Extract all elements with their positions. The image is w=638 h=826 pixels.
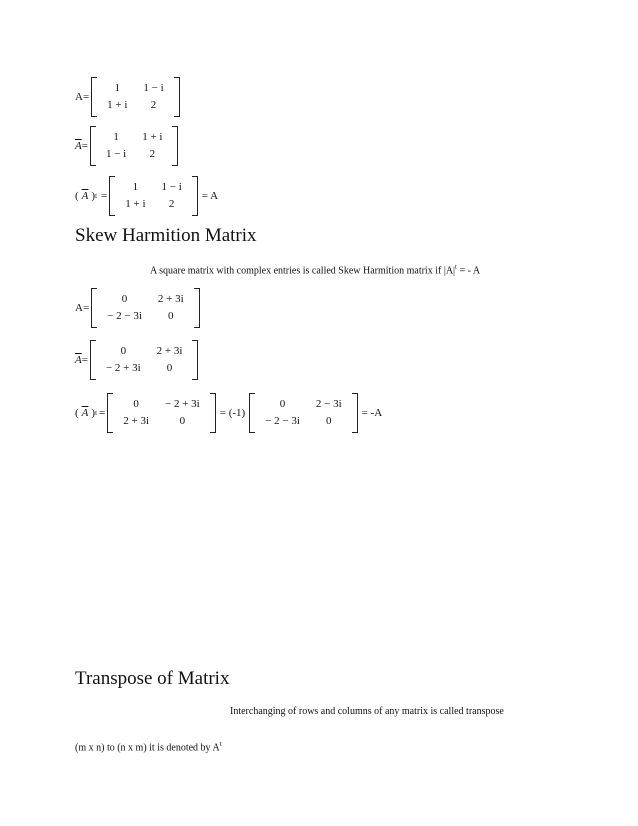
matrix: [91, 288, 199, 328]
matrix-cell: 2 + 3i: [157, 293, 184, 305]
matrix-cell: 0: [166, 362, 173, 374]
matrix-cell: 0: [326, 415, 332, 427]
eq-lhs-eq: =: [99, 407, 106, 419]
matrix-cell: − 2 + 3i: [165, 398, 200, 410]
matrix-cell: 0: [121, 293, 128, 305]
matrix-cell: 0: [120, 345, 127, 357]
matrix-cell: 1 + i: [107, 99, 128, 111]
matrix-cell: 1: [132, 181, 139, 193]
matrix-cell: 1 − i: [143, 82, 164, 94]
matrix-cell: 1 + i: [142, 131, 163, 143]
equation-conjugate-transpose: [75, 176, 222, 216]
eq-lhs-close: ): [91, 190, 96, 202]
eq-lhs-symbol: $\overline{A}$: [81, 407, 89, 419]
eq-rhs: = -A: [361, 407, 383, 419]
matrix-cell: 1: [114, 82, 121, 94]
matrix-cell: 1 − i: [161, 181, 182, 193]
text-part: A square matrix with complex entries is called Skew Harmition matrix if |A|: [150, 265, 456, 277]
matrix-cell: 2: [150, 99, 157, 111]
matrix-cell: − 2 − 3i: [265, 415, 300, 427]
matrix-cell: 2: [149, 148, 156, 160]
text-sup: t: [219, 740, 222, 748]
eq-lhs-symbol: $\overline{A}$: [75, 354, 82, 366]
matrix-cell: 2 + 3i: [123, 415, 150, 427]
matrix-cell: 2 − 3i: [315, 398, 342, 410]
matrix-cell: 1 − i: [105, 148, 127, 160]
eq-rhs: = A: [201, 190, 219, 202]
equation-a: [75, 77, 180, 117]
eq-lhs-rest: =: [81, 140, 88, 152]
eq-lhs-eq: =: [101, 190, 108, 202]
matrix: [109, 176, 198, 216]
section-text-2: [75, 740, 222, 753]
matrix-cell: 1: [113, 131, 119, 143]
equation-a-skew: [75, 288, 200, 328]
matrix-cell: − 2 − 3i: [107, 310, 142, 322]
text-part: (m x n) to (n x m) it is denoted by A: [75, 742, 220, 754]
matrix: [91, 77, 180, 117]
eq-lhs-symbol: $\overline{A}$: [75, 140, 82, 152]
matrix-cell: 0: [168, 310, 174, 322]
eq-lhs-open: (: [75, 190, 79, 202]
eq-lhs-open: (: [75, 407, 79, 419]
section-text: [150, 263, 480, 276]
eq-lhs: A=: [75, 302, 90, 314]
section-text: Interchanging of rows and columns of any matrix is called transpose: [230, 706, 504, 717]
matrix-cell: 0: [279, 398, 286, 410]
matrix-cell: 0: [133, 398, 139, 410]
eq-lhs-sup: t: [95, 409, 98, 417]
equation-a-skew-conjugate: [75, 340, 198, 380]
text-part: = - A: [457, 265, 481, 277]
section-heading-skew-harmition: Skew Harmition Matrix: [75, 225, 257, 246]
matrix-cell: 2: [168, 198, 175, 210]
equation-a-conjugate: [75, 126, 178, 166]
matrix-cell: − 2 + 3i: [105, 362, 141, 374]
equation-skew-conjugate-transpose: [75, 393, 386, 433]
matrix-cell: 2 + 3i: [156, 345, 183, 357]
eq-lhs: A=: [75, 91, 90, 103]
text-sup: t: [455, 263, 457, 271]
matrix-cell: 1 + i: [125, 198, 146, 210]
section-heading-transpose: Transpose of Matrix: [75, 668, 230, 689]
eq-lhs-close: ): [91, 407, 96, 419]
eq-lhs-rest: =: [81, 354, 88, 366]
eq-lhs-sup: t: [95, 192, 98, 200]
matrix: [90, 340, 198, 380]
matrix: [249, 393, 357, 433]
eq-mid: = (-1): [219, 407, 246, 419]
matrix: [90, 126, 179, 166]
eq-lhs-symbol: $\overline{A}$: [81, 190, 89, 202]
matrix: [107, 393, 215, 433]
matrix-cell: 0: [179, 415, 186, 427]
